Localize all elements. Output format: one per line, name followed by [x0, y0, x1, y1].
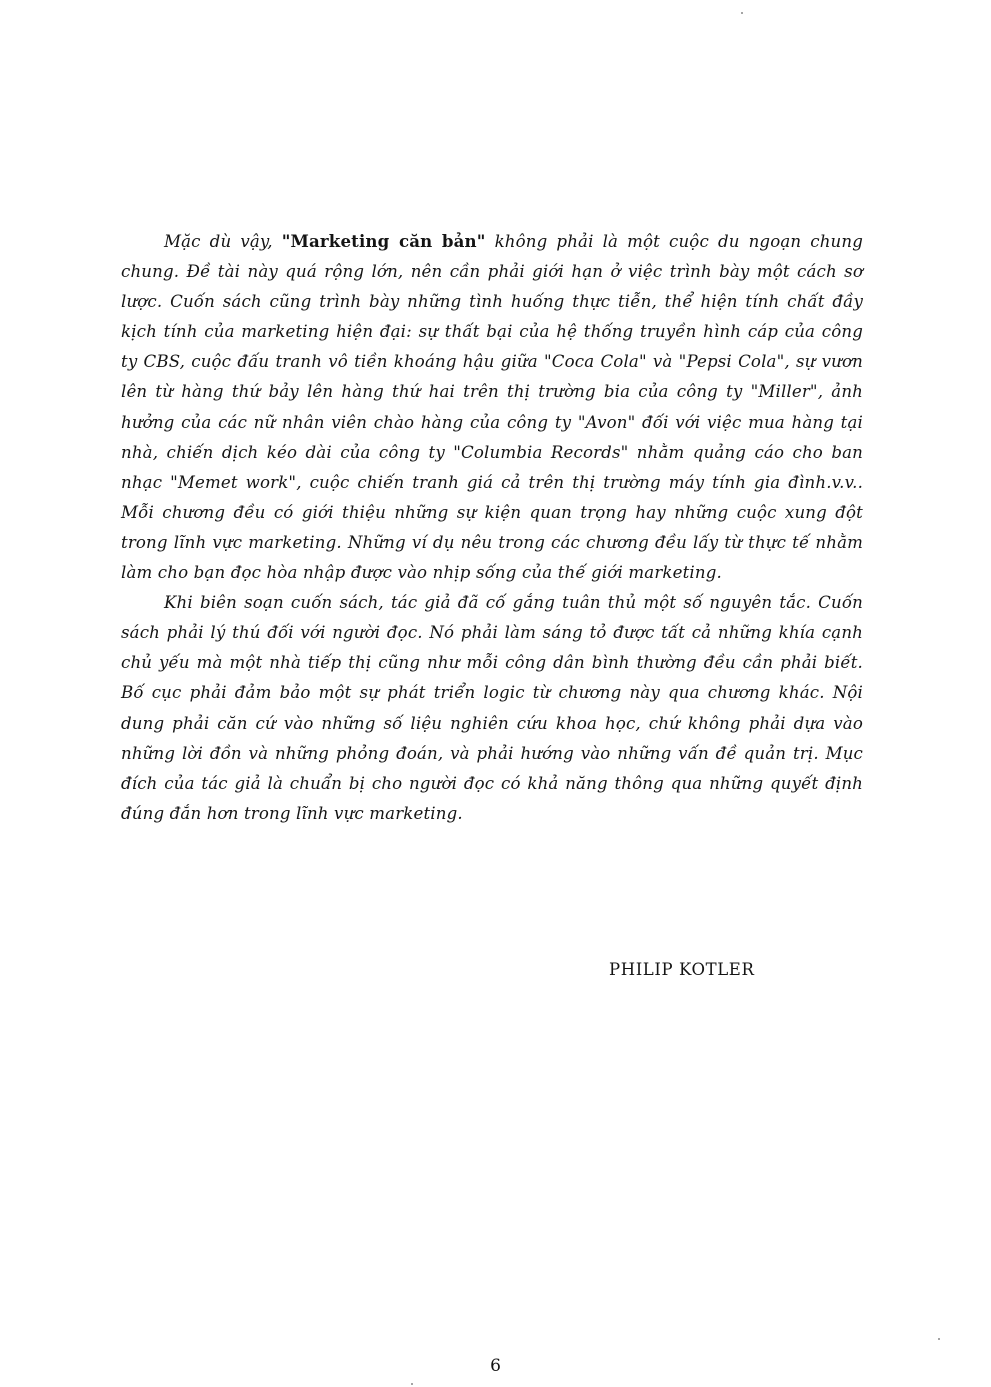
scan-speck — [411, 1383, 413, 1385]
scan-speck — [938, 1338, 940, 1340]
page-number: 6 — [490, 1356, 501, 1376]
paragraph-preface-scope — [121, 226, 863, 588]
paragraph-principles: Khi biên soạn cuốn sách, tác giả đã cố gắng tuân thủ một số nguyên tắc. Cuốn sách phải lý thú đối với người đọc. Nó phải làm sáng tỏ được tất cả những khía cạnh chủ yếu mà một nhà tiếp thị cũng như mỗi công dân bình thường đều cần phải biết. Bố cục phải đảm bảo một sự phát triển logic từ chương này qua chương khác. Nội dung phải căn cứ vào những số liệu nghiên cứu khoa học, chứ không phải dựa vào những lời đồn và những phỏng đoán, và phải hướng vào những vấn đề quản trị. Mục đích của tác giả là chuẩn bị cho người đọc có khả năng thông qua những quyết định đúng đắn hơn trong lĩnh vực marketing. — [121, 593, 863, 823]
author-signature: PHILIP KOTLER — [609, 960, 755, 979]
paragraph-rest: không phải là một cuộc du ngoạn chung chung. Đề tài này quá rộng lớn, nên cần phải giới hạn ở việc trình bày một cách sơ lược. Cuốn sách cũng trình bày những tình huống thực tiễn, thể hiện tính chất đầy kịch tính của marketing hiện đại: sự thất bại của hệ thống truyền hình cáp của công ty CBS, cuộc đấu tranh vô tiền khoáng hậu giữa "Coca Cola" và "Pepsi Cola", sự vươn lên từ hàng thứ bảy lên hàng thứ hai trên thị trường bia của công ty "Miller", ảnh hưởng của các nữ nhân viên chào hàng của công ty "Avon" đối với việc mua hàng tại nhà, chiến dịch kéo dài của công ty "Columbia Records" nhằm quảng cáo cho ban nhạc "Memet work", cuộc chiến tranh giá cả trên thị trường máy tính gia đình.v.v.. Mỗi chương đều có giới thiệu những sự kiện quan trọng hay những cuộc xung đột trong lĩnh vực marketing. Những ví dụ nêu trong các chương đều lấy từ thực tế nhằm làm cho bạn đọc hòa nhập được vào nhịp sống của thế giới marketing. — [121, 232, 864, 583]
body-text — [121, 226, 863, 829]
scan-speck — [741, 12, 743, 14]
paragraph-lead: Mặc dù vậy, — [164, 232, 282, 251]
book-title: "Marketing căn bản" — [281, 231, 486, 251]
